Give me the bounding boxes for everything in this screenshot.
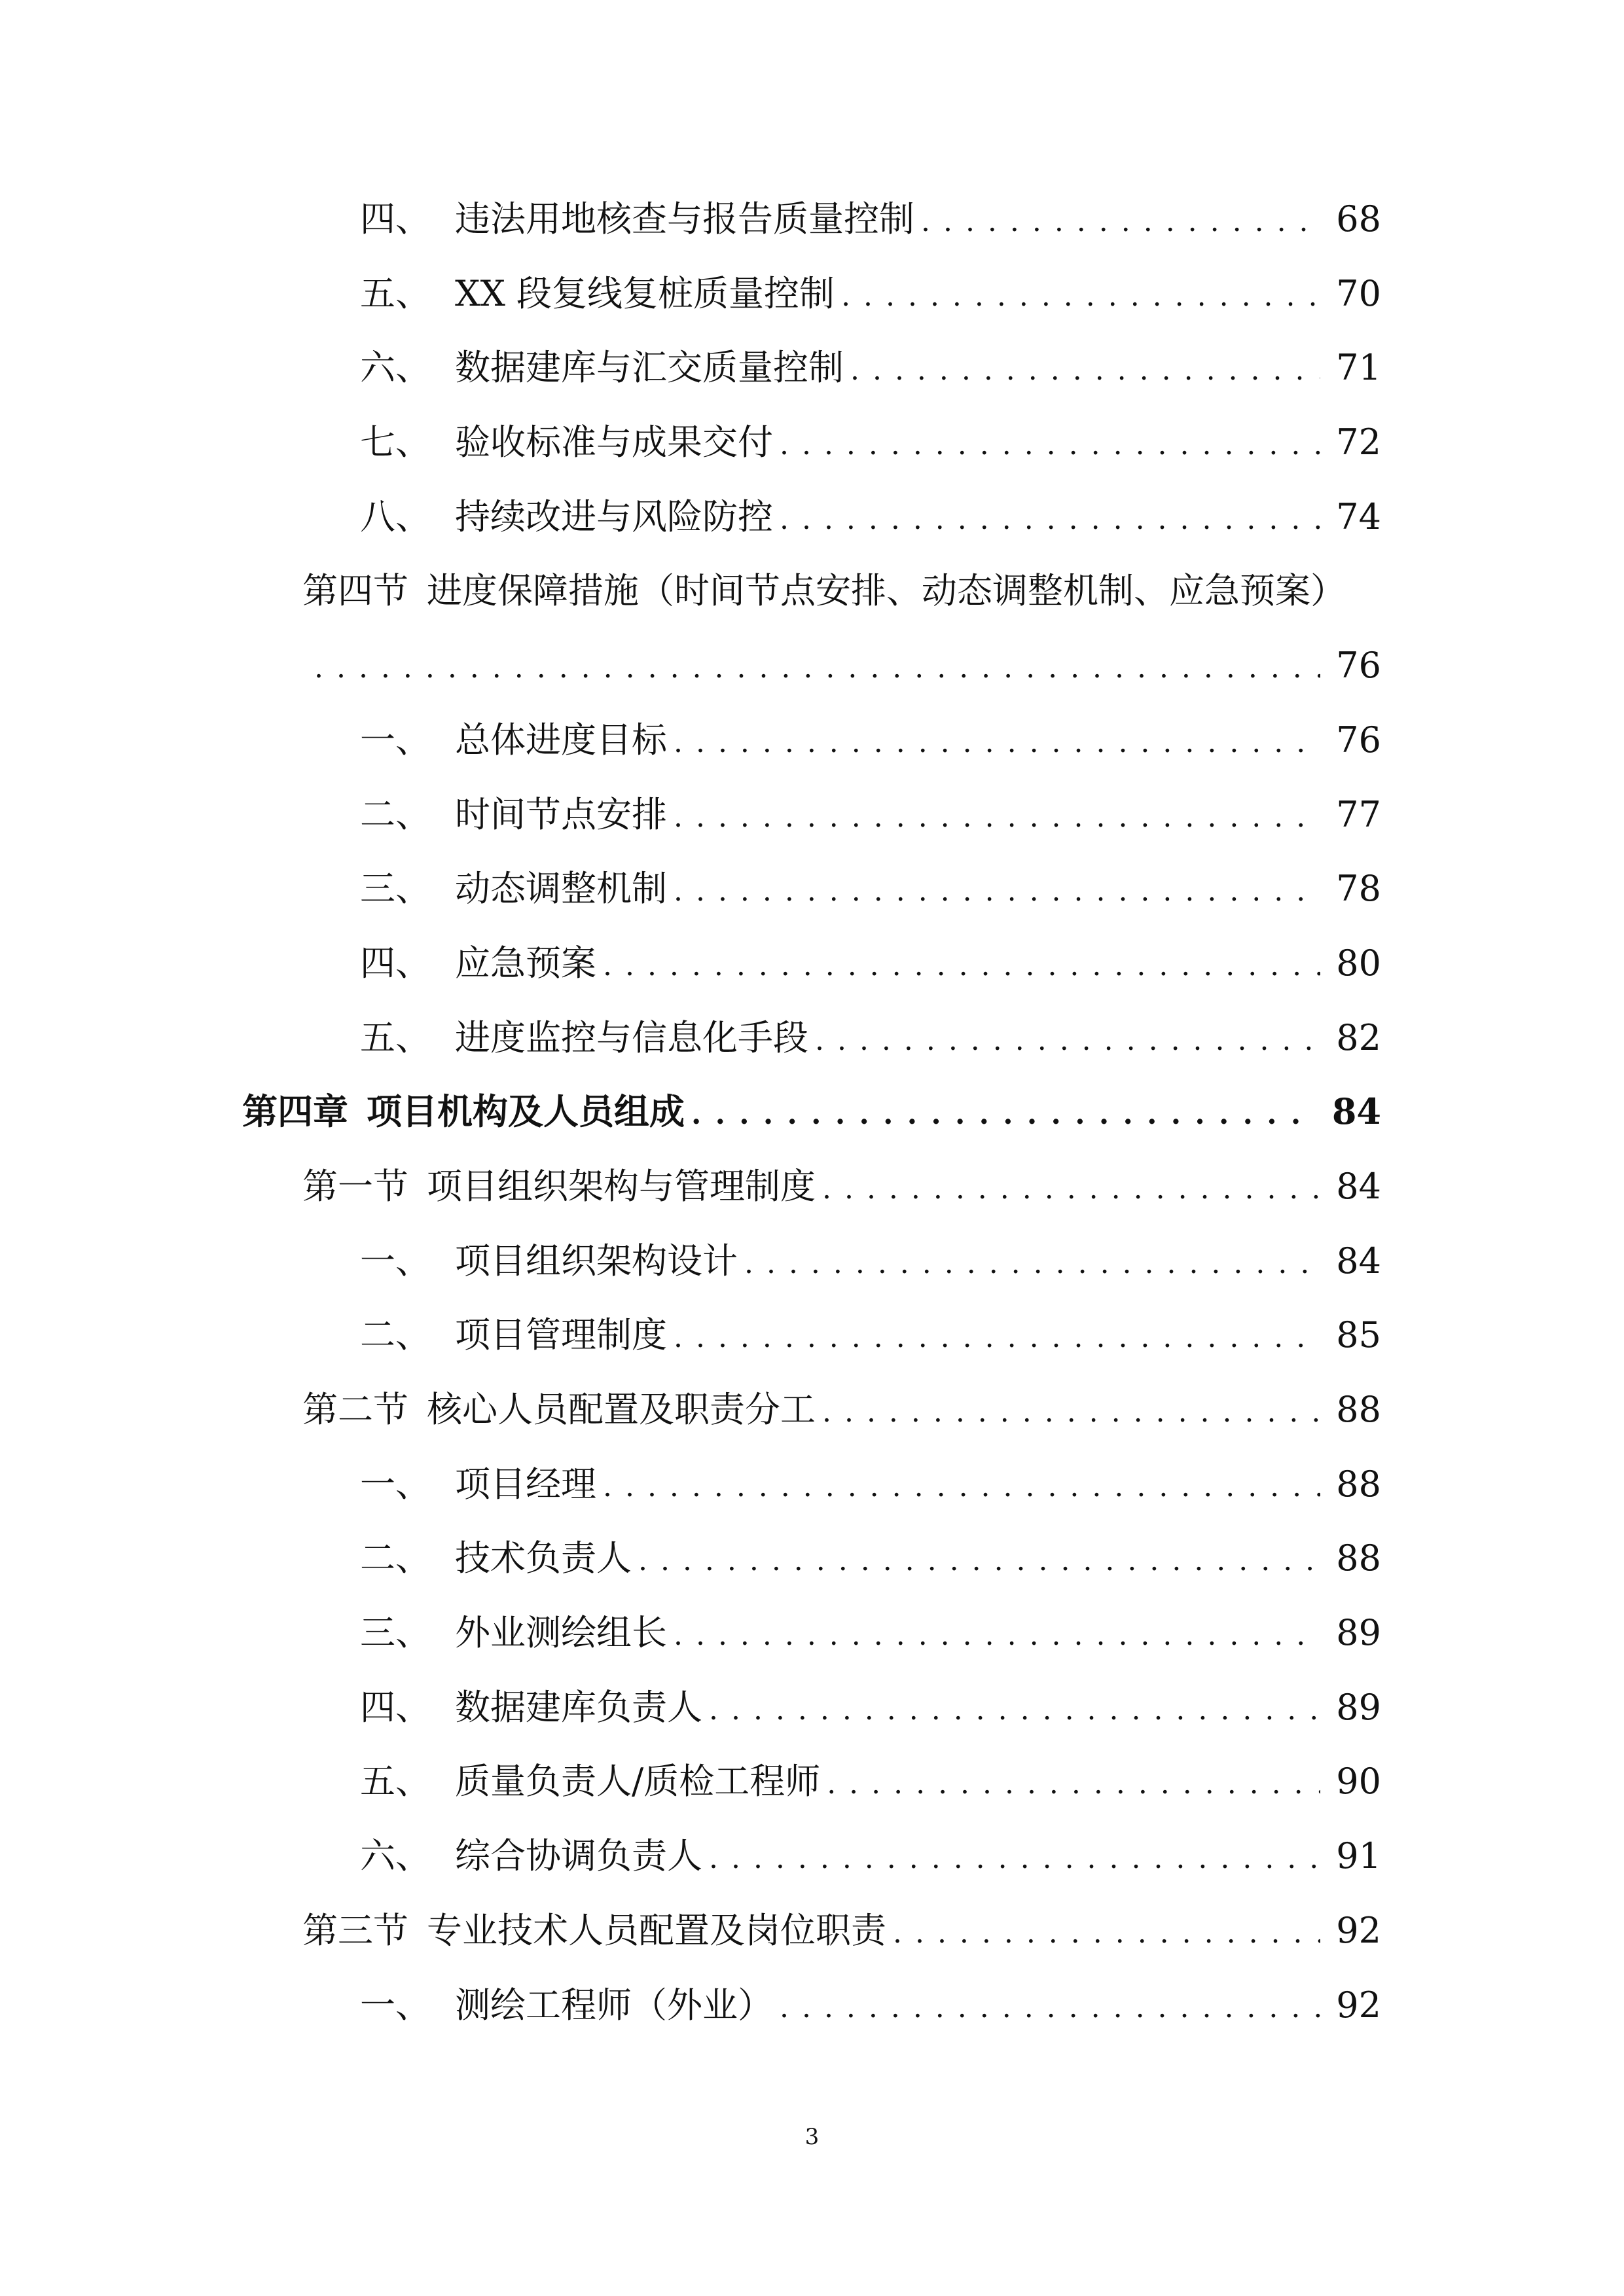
toc-entry-section[interactable] [242, 1149, 1381, 1224]
toc-entry-page: 85 [1336, 1314, 1381, 1356]
toc-entry-section[interactable] [242, 1893, 1381, 1968]
dot-leader [667, 780, 1320, 855]
dot-leader [596, 1450, 1320, 1524]
toc-entry-title: 进度监控与信息化手段 [455, 1016, 808, 1058]
toc-entry-number: 二、 [360, 1314, 431, 1356]
dot-leader [667, 706, 1320, 780]
toc-entry-number: 五、 [360, 1016, 431, 1058]
dot-leader [816, 1375, 1320, 1450]
toc-entry-title: 数据建库负责人 [455, 1686, 702, 1728]
toc-entry-page: 77 [1336, 793, 1381, 835]
toc-entry[interactable] [242, 778, 1381, 852]
toc-entry-number: 第四节 [302, 570, 408, 612]
toc-entry-number: 五、 [360, 1761, 431, 1803]
toc-entry-page: 88 [1336, 1463, 1381, 1505]
dot-leader [667, 1300, 1320, 1375]
dot-leader [808, 1003, 1320, 1078]
toc-entry-page: 74 [1336, 495, 1381, 537]
dot-leader [667, 1598, 1320, 1673]
toc-entry[interactable] [242, 1670, 1381, 1745]
dot-leader [314, 631, 1320, 706]
dot-leader [596, 929, 1320, 1003]
toc-entry-number: 四、 [360, 1686, 431, 1728]
toc-entry-page: 76 [1336, 645, 1381, 687]
dot-leader [632, 1524, 1320, 1598]
toc-entry-number: 五、 [360, 272, 431, 314]
dot-leader [667, 854, 1320, 929]
toc-entry-title: 项目组织架构与管理制度 [427, 1165, 816, 1207]
toc-entry-page: 88 [1336, 1537, 1381, 1579]
toc-entry-page: 90 [1336, 1761, 1381, 1803]
toc-entry-page: 92 [1336, 1984, 1381, 2026]
dot-leader [816, 1152, 1320, 1227]
dot-leader [835, 259, 1320, 334]
toc-entry[interactable] [242, 1224, 1381, 1299]
toc-entry[interactable] [242, 926, 1381, 1001]
toc-entry-page: 76 [1336, 719, 1381, 761]
toc-entry-title: 持续改进与风险防控 [455, 495, 773, 537]
toc-entry-number: 四、 [360, 942, 431, 984]
toc-entry[interactable] [242, 405, 1381, 480]
toc-entry-page: 88 [1336, 1389, 1381, 1430]
toc-entry-number: 八、 [360, 495, 431, 537]
toc-entry-number: 一、 [360, 1463, 431, 1505]
toc-entry-page: 91 [1336, 1835, 1381, 1877]
toc-entry-page: 89 [1336, 1612, 1381, 1654]
toc-entry-number: 一、 [360, 719, 431, 761]
toc-entry-title: 项目机构及人员组成 [367, 1090, 685, 1133]
toc-entry[interactable] [242, 703, 1381, 778]
dot-leader [738, 1227, 1320, 1301]
toc-entry[interactable] [242, 1001, 1381, 1075]
toc-entry-title: 项目经理 [455, 1463, 596, 1505]
toc-entry-title: 质量负责人/质检工程师 [455, 1761, 821, 1803]
toc-entry-page: 72 [1336, 422, 1381, 463]
toc-entry-number: 二、 [360, 793, 431, 835]
toc-entry[interactable] [242, 257, 1381, 331]
toc-entry-number: 第三节 [302, 1909, 408, 1951]
dot-leader [702, 1821, 1320, 1896]
dot-leader [685, 1077, 1316, 1152]
toc-entry-page: 84 [1336, 1240, 1381, 1282]
toc-entry[interactable] [242, 331, 1381, 405]
toc-entry-page: 92 [1336, 1909, 1381, 1951]
dot-leader [820, 1747, 1320, 1821]
dot-leader [914, 185, 1320, 259]
toc-entry-title: 时间节点安排 [455, 793, 667, 835]
table-of-contents [242, 182, 1381, 2042]
toc-entry-number: 第四章 [242, 1090, 348, 1133]
toc-entry-number: 六、 [360, 347, 431, 389]
toc-entry-number: 三、 [360, 868, 431, 910]
toc-entry-title: XX 段复线复桩质量控制 [455, 272, 835, 314]
toc-entry-title: 项目管理制度 [455, 1314, 667, 1356]
toc-entry-section[interactable] [242, 1372, 1381, 1447]
toc-entry[interactable] [242, 1447, 1381, 1522]
toc-entry-page: 82 [1336, 1016, 1381, 1058]
toc-entry[interactable] [242, 1968, 1381, 2043]
toc-entry-title: 项目组织架构设计 [455, 1240, 738, 1282]
dot-leader [773, 1971, 1320, 2045]
toc-entry[interactable] [242, 480, 1381, 554]
dot-leader [886, 1896, 1320, 1971]
toc-entry-number: 三、 [360, 1612, 431, 1654]
dot-leader [844, 333, 1320, 408]
toc-entry-page: 68 [1336, 198, 1381, 240]
toc-entry-title: 总体进度目标 [455, 719, 667, 761]
toc-entry-number: 四、 [360, 198, 431, 240]
dot-leader [773, 408, 1320, 482]
toc-entry-title: 动态调整机制 [455, 868, 667, 910]
toc-entry-page: 78 [1336, 868, 1381, 910]
toc-entry-page: 70 [1336, 272, 1381, 314]
toc-entry-number: 六、 [360, 1835, 431, 1877]
toc-entry-title: 违法用地核查与报告质量控制 [455, 198, 914, 240]
dot-leader [773, 482, 1320, 557]
toc-entry-number: 第一节 [302, 1165, 408, 1207]
toc-entry[interactable] [242, 1521, 1381, 1596]
toc-entry-page: 80 [1336, 942, 1381, 984]
toc-entry-title: 综合协调负责人 [455, 1835, 702, 1877]
toc-entry-page: 84 [1336, 1165, 1381, 1207]
dot-leader [702, 1673, 1320, 1748]
toc-entry-section[interactable] [242, 554, 1381, 628]
toc-entry-title: 数据建库与汇交质量控制 [455, 347, 844, 389]
toc-entry[interactable] [242, 1596, 1381, 1670]
toc-entry-number: 一、 [360, 1984, 431, 2026]
toc-entry-number: 二、 [360, 1537, 431, 1579]
toc-entry-title: 进度保障措施（时间节点安排、动态调整机制、应急预案） [427, 570, 1346, 612]
toc-entry[interactable] [242, 1298, 1381, 1372]
toc-entry[interactable] [242, 1744, 1381, 1819]
page-number: 3 [804, 2124, 820, 2150]
toc-entry[interactable] [242, 852, 1381, 926]
toc-entry-page: 71 [1336, 347, 1381, 389]
toc-entry-number: 第二节 [302, 1389, 408, 1430]
toc-entry-number: 七、 [360, 422, 431, 463]
toc-entry-title: 技术负责人 [455, 1537, 632, 1579]
toc-entry-chapter[interactable] [242, 1075, 1381, 1149]
toc-entry-title: 外业测绘组长 [455, 1612, 667, 1654]
toc-entry-page: 84 [1331, 1090, 1381, 1133]
toc-entry-section-continued[interactable] [242, 628, 1381, 703]
toc-entry-page: 89 [1336, 1686, 1381, 1728]
toc-entry-title: 核心人员配置及职责分工 [427, 1389, 816, 1430]
toc-entry-title: 测绘工程师（外业） [455, 1984, 773, 2026]
toc-entry-number: 一、 [360, 1240, 431, 1282]
toc-entry[interactable] [242, 1819, 1381, 1893]
toc-entry-title: 专业技术人员配置及岗位职责 [427, 1909, 886, 1951]
toc-entry[interactable] [242, 182, 1381, 257]
toc-entry-title: 应急预案 [455, 942, 596, 984]
toc-entry-title: 验收标准与成果交付 [455, 422, 773, 463]
